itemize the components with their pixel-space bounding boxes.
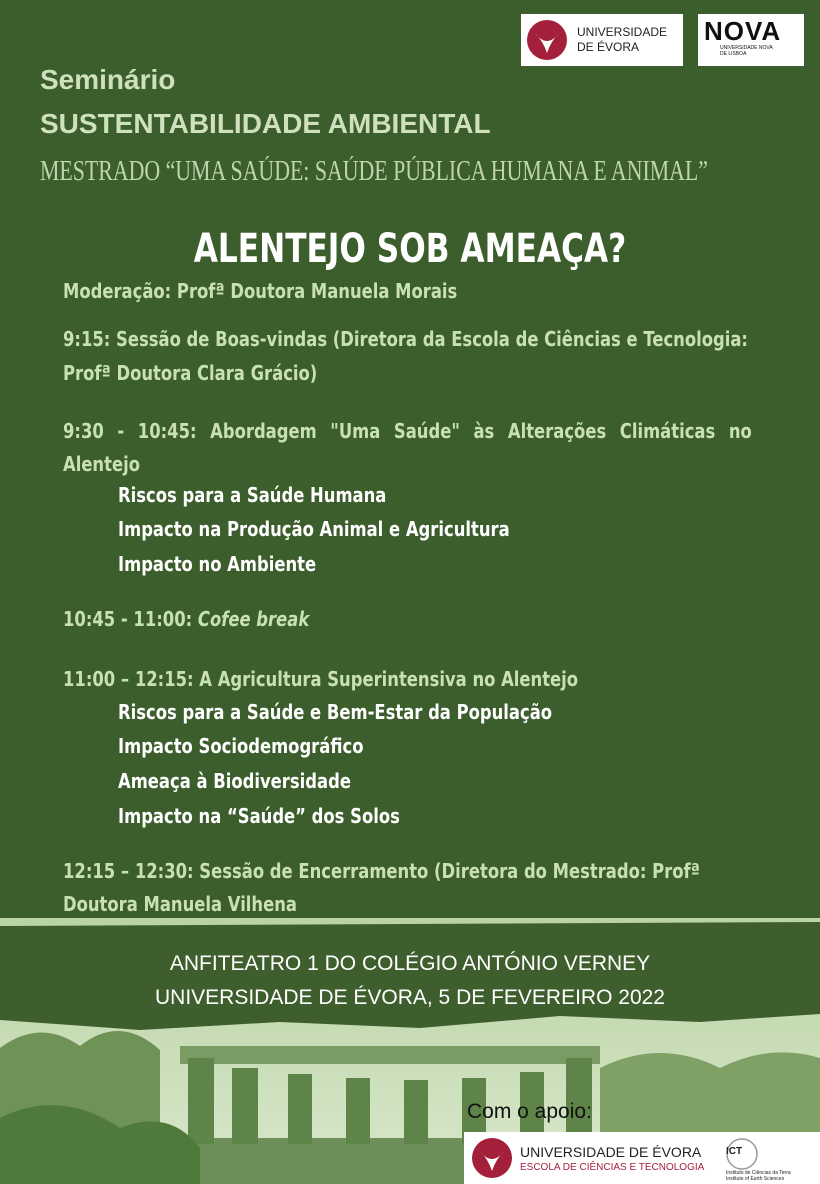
closing-line1: 12:15 – 12:30: Sessão de Encerramento (Diretora do Mestrado: Profª xyxy=(63,859,700,883)
evora-emblem-icon xyxy=(525,19,569,61)
block2-item: Impacto na “Saúde” dos Solos xyxy=(118,804,400,828)
block2-item: Ameaça à Biodiversidade xyxy=(118,769,351,793)
nova-logo xyxy=(698,14,804,66)
venue-line2: UNIVERSIDADE DE ÉVORA, 5 DE FEVEREIRO 2022 xyxy=(155,986,665,1009)
block2-item: Impacto Sociodemográfico xyxy=(118,734,364,758)
welcome-line1: 9:15: Sessão de Boas-vindas (Diretora da Escola de Ciências e Tecnologia: xyxy=(63,327,748,351)
block2-item: Riscos para a Saúde e Bem-Estar da População xyxy=(118,700,553,724)
ict-line1: Instituto de Ciências da Terra xyxy=(726,1170,791,1176)
ue-logo-line2: DE ÉVORA xyxy=(577,40,640,54)
page-title: ALENTEJO SOB AMEAÇA? xyxy=(193,226,627,272)
nova-wordmark: NOVA xyxy=(704,16,782,46)
evora-emblem-icon xyxy=(470,1136,514,1180)
closing-line2: Doutora Manuela Vilhena xyxy=(63,892,297,916)
block1-line1: 9:30 - 10:45: Abordagem "Uma Saúde" às Alterações Climáticas no xyxy=(63,419,752,443)
welcome-line2: Profª Doutora Clara Grácio) xyxy=(63,361,318,385)
ict-line2: Institute of Earth Sciences xyxy=(726,1176,785,1182)
block1-item: Impacto na Produção Animal e Agricultura xyxy=(118,517,510,541)
block2-line1: 11:00 – 12:15: A Agricultura Superintensiva no Alentejo xyxy=(63,667,579,691)
universidade-evora-logo xyxy=(521,14,683,66)
coffee-break xyxy=(63,602,309,636)
ict-abbr: ICT xyxy=(726,1146,743,1157)
nova-sub-line1: UNIVERSIDADE NOVA xyxy=(720,45,773,51)
block1-line2: Alentejo xyxy=(63,452,140,476)
ue-ect-school: ESCOLA DE CIÊNCIAS E TECNOLOGIA xyxy=(520,1162,705,1173)
support-label: Com o apoio: xyxy=(467,1100,592,1123)
coffee-break-label: Cofee break xyxy=(197,607,310,631)
coffee-break-time: 10:45 - 11:00: xyxy=(63,607,193,631)
venue-line1: ANFITEATRO 1 DO COLÉGIO ANTÓNIO VERNEY xyxy=(169,952,651,975)
masters-program: MESTRADO “UMA SAÚDE: SAÚDE PÚBLICA HUMANA E ANIMAL” xyxy=(40,156,708,187)
ue-ect-name: UNIVERSIDADE DE ÉVORA xyxy=(520,1144,702,1160)
block1-item: Impacto no Ambiente xyxy=(118,552,317,576)
moderation: Moderação: Profª Doutora Manuela Morais xyxy=(63,279,458,303)
ue-logo-line1: UNIVERSIDADE xyxy=(577,25,668,39)
seminar-label: Seminário xyxy=(40,64,176,95)
block1-item: Riscos para a Saúde Humana xyxy=(118,483,387,507)
ict-logo xyxy=(722,1132,820,1184)
seminar-topic: SUSTENTABILIDADE AMBIENTAL xyxy=(40,108,491,139)
ue-ect-logo xyxy=(464,1132,722,1184)
nova-sub-line2: DE LISBOA xyxy=(720,51,747,57)
